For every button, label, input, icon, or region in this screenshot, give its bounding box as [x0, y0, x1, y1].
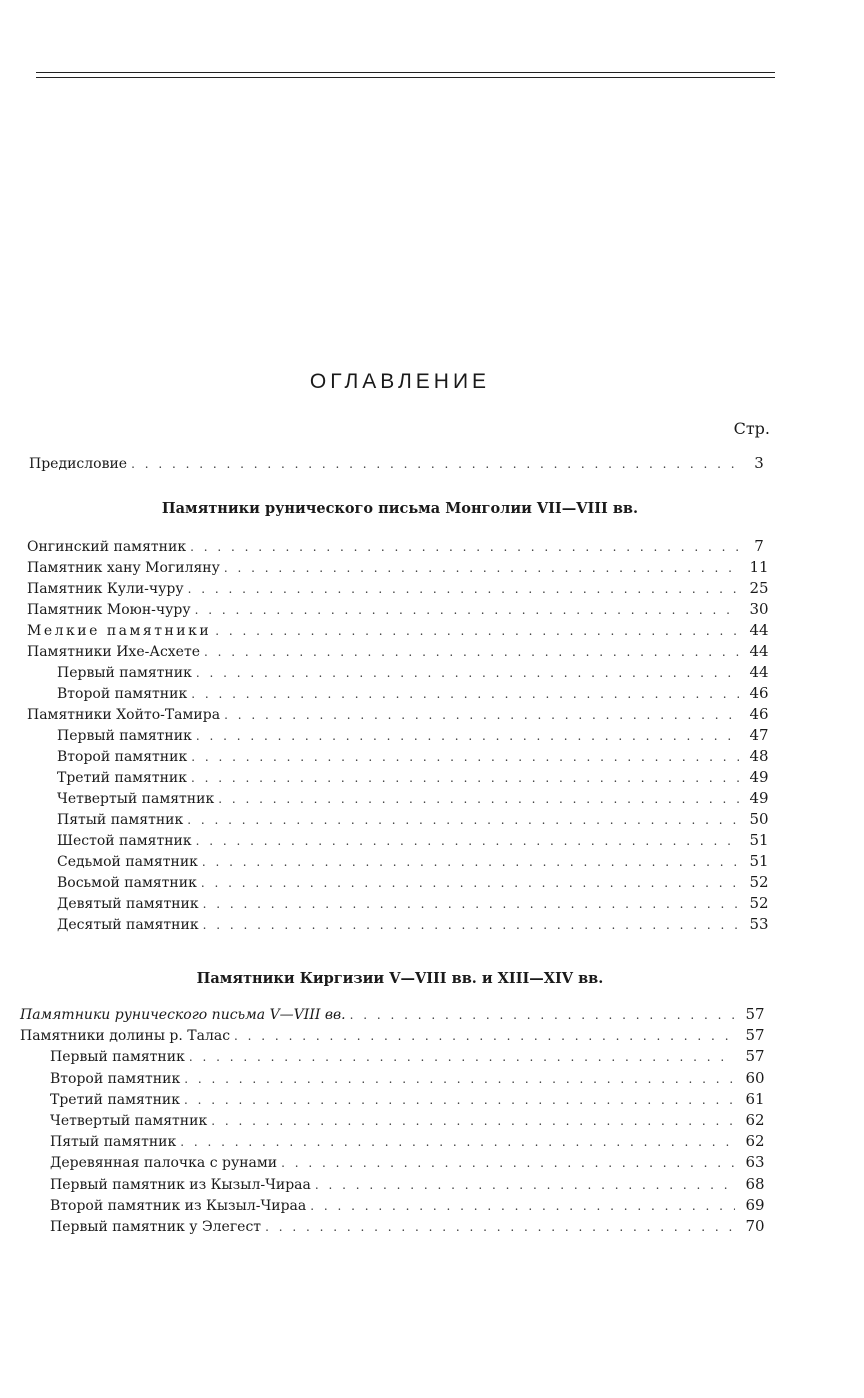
toc-entry-page: 51: [749, 831, 769, 849]
leader-dots: [224, 561, 739, 575]
toc-entry-label: Второй памятник из Кызыл-Чираа: [50, 1197, 307, 1214]
toc-entry-page: 49: [749, 789, 769, 807]
toc-entry-label: Первый памятник у Элегест: [50, 1219, 262, 1235]
toc-entry[interactable]: [57, 810, 779, 831]
toc-entry[interactable]: [50, 1111, 775, 1132]
toc-entry[interactable]: [57, 852, 779, 873]
toc-entry[interactable]: [50, 1175, 775, 1196]
toc-entry-label: Седьмой памятник: [57, 854, 198, 870]
toc-entry-label: Первый памятник: [50, 1049, 185, 1066]
toc-entry-label: Десятый памятник: [57, 917, 199, 933]
leader-dots: [191, 687, 739, 701]
toc-entry[interactable]: [50, 1217, 775, 1238]
toc-entry-page: 44: [749, 621, 769, 639]
toc-entry-label: Мелкие памятники: [27, 623, 212, 639]
toc-entry-page: 11: [749, 558, 769, 576]
leader-dots: [187, 813, 739, 827]
toc-entry-label: Второй памятник: [57, 749, 188, 765]
toc-entry-page: 60: [745, 1068, 765, 1087]
toc-entry-page: 57: [745, 1047, 765, 1066]
toc-entry[interactable]: [27, 600, 779, 621]
toc-entry-label: Третий памятник: [50, 1091, 180, 1108]
page-column-header: Стр.: [733, 419, 770, 438]
toc-entry[interactable]: [57, 789, 779, 810]
toc-entry-page: 69: [745, 1195, 765, 1214]
toc-entry-page: 61: [745, 1089, 765, 1108]
toc-entry[interactable]: [50, 1090, 775, 1111]
toc-entry-page: 62: [745, 1111, 765, 1129]
toc-entry[interactable]: [57, 747, 779, 768]
leader-dots: [224, 708, 739, 722]
toc-entry-page: 62: [745, 1132, 765, 1151]
toc-entry[interactable]: [50, 1153, 775, 1174]
toc-entry-page: 46: [749, 705, 769, 723]
toc-entry-page: 52: [749, 873, 769, 891]
toc-entry[interactable]: [50, 1132, 775, 1153]
toc-entry-label: Пятый памятник: [57, 812, 184, 828]
section-heading-mongolia: Памятники рунического письма Монголии VII—VIII вв.: [161, 500, 639, 517]
toc-entry[interactable]: [50, 1196, 775, 1217]
page-title: ОГЛАВЛЕНИЕ: [309, 370, 491, 393]
toc-entry[interactable]: [57, 873, 779, 894]
toc-entry-page: 52: [749, 894, 769, 912]
toc-entry-label: Восьмой памятник: [57, 875, 197, 891]
toc-entry-page: 7: [754, 537, 764, 555]
leader-dots: [195, 603, 739, 617]
leader-dots: [204, 645, 739, 659]
toc-entry-page: 25: [749, 579, 769, 597]
toc-entry[interactable]: [27, 621, 779, 642]
leader-dots: [215, 624, 739, 638]
toc-entry-label: Памятник Моюн-чуру: [27, 602, 191, 618]
toc-entry-page: 48: [749, 747, 769, 765]
toc-entry-label: Шестой памятник: [57, 833, 192, 849]
toc-entry-label: Второй памятник: [50, 1070, 181, 1087]
toc-entry[interactable]: [50, 1047, 775, 1068]
toc-entry-page: 53: [749, 915, 769, 933]
toc-entry[interactable]: [27, 705, 779, 726]
toc-entry-page: 49: [749, 768, 769, 786]
toc-entry-label: Памятники долины р. Талас: [20, 1028, 231, 1045]
leader-dots: [201, 876, 739, 890]
toc-entry[interactable]: [57, 768, 779, 789]
toc-entry-label: Пятый памятник: [50, 1134, 177, 1151]
toc-entry[interactable]: [27, 579, 779, 600]
leader-dots: [234, 1029, 735, 1043]
leader-dots: [310, 1199, 735, 1213]
leader-dots: [350, 1008, 735, 1022]
toc-entry-page: 30: [749, 600, 769, 618]
toc-entry-page: 51: [749, 852, 769, 870]
toc-entry-label: Первый памятник из Кызыл-Чираа: [50, 1176, 311, 1193]
toc-entry-label: Девятый памятник: [57, 896, 199, 912]
leader-dots: [191, 771, 739, 785]
toc-entry[interactable]: [27, 558, 779, 579]
leader-dots: [281, 1156, 735, 1170]
leader-dots: [180, 1135, 735, 1149]
leader-dots: [196, 834, 739, 848]
toc-entry[interactable]: [20, 1005, 775, 1026]
leader-dots: [196, 729, 739, 743]
toc-entry-page: 57: [745, 1026, 765, 1045]
toc-entry[interactable]: [27, 537, 779, 558]
top-rule: [36, 72, 775, 78]
leader-dots: [265, 1220, 735, 1234]
toc-entry-label: Деревянная палочка с рунами: [50, 1155, 278, 1172]
leader-dots: [131, 457, 739, 471]
toc-entry-label: Третий памятник: [57, 770, 187, 786]
leader-dots: [191, 750, 739, 764]
toc-entry[interactable]: [57, 726, 779, 747]
toc-entry-page: 44: [749, 642, 769, 660]
toc-entry[interactable]: [57, 894, 779, 915]
leader-dots: [189, 1050, 735, 1064]
toc-entry-page: 3: [754, 454, 764, 472]
leader-dots: [203, 918, 739, 932]
leader-dots: [196, 666, 739, 680]
toc-entry-label: Предисловие: [29, 456, 128, 472]
toc-entry-page: 44: [749, 663, 769, 681]
toc-entry[interactable]: [57, 663, 779, 684]
toc-entry-label: Четвертый памятник: [57, 791, 215, 807]
toc-entry-page: 47: [749, 726, 769, 744]
toc-entry-label: Онгинский памятник: [27, 539, 187, 555]
toc-entry-label: Второй памятник: [57, 686, 188, 702]
toc-entry[interactable]: [20, 1026, 775, 1047]
toc-entry-label: Памятники рунического письма V—VIII вв.: [20, 1007, 346, 1023]
toc-entry-preface[interactable]: [29, 454, 779, 475]
leader-dots: [190, 540, 739, 554]
toc-entry-label: Памятники Хойто-Тамира: [27, 707, 221, 723]
toc-entry[interactable]: [57, 831, 779, 852]
leader-dots: [211, 1114, 735, 1128]
leader-dots: [202, 855, 739, 869]
toc-entry-label: Первый памятник: [57, 728, 192, 744]
toc-entry[interactable]: [50, 1069, 775, 1090]
toc-entry[interactable]: [27, 642, 779, 663]
toc-entry[interactable]: [57, 915, 779, 936]
toc-entry[interactable]: [57, 684, 779, 705]
toc-entry-label: Первый памятник: [57, 665, 192, 681]
toc-entry-label: Памятник Кули-чуру: [27, 581, 184, 597]
leader-dots: [184, 1072, 735, 1086]
toc-entry-label: Памятник хану Могиляну: [27, 560, 220, 576]
toc-entry-label: Четвертый памятник: [50, 1113, 208, 1129]
leader-dots: [184, 1093, 735, 1107]
leader-dots: [218, 792, 739, 806]
section-heading-kirghizia: Памятники Киргизии V—VIII вв. и XIII—XIV вв.: [196, 970, 604, 987]
leader-dots: [188, 582, 739, 596]
toc-entry-page: 70: [745, 1217, 765, 1235]
leader-dots: [203, 897, 739, 911]
toc-entry-page: 46: [749, 684, 769, 702]
leader-dots: [315, 1178, 735, 1192]
toc-entry-label: Памятники Ихе-Асхете: [27, 644, 200, 660]
toc-entry-page: 57: [745, 1005, 765, 1023]
toc-entry-page: 68: [745, 1174, 765, 1193]
toc-entry-page: 63: [745, 1153, 765, 1172]
toc-entry-page: 50: [749, 810, 769, 828]
